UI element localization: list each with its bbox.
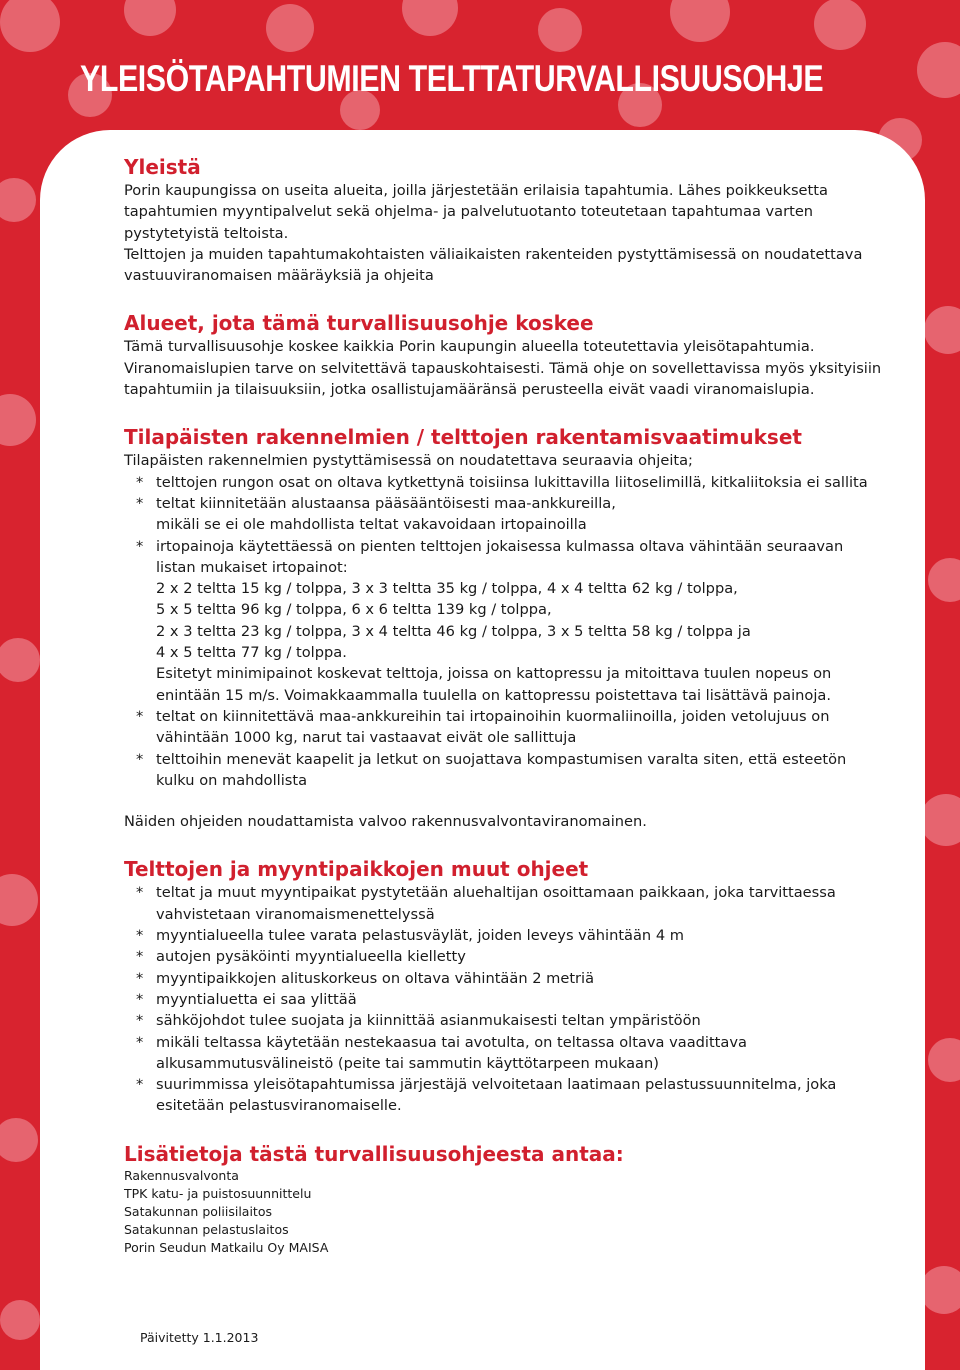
list-item (124, 882, 884, 925)
contact-item: TPK katu- ja puistosuunnittelu (124, 1185, 312, 1201)
list-item (124, 925, 884, 946)
paragraph: Tämä turvallisuusohje koskee kaikkia Porin kaupungin alueella toteutettavia yleisötapahtumia. (124, 338, 815, 356)
list-item (124, 968, 884, 989)
item-text: teltat kiinnitetään alustaansa pääsääntöisesti maa-ankkureilla, (156, 494, 616, 512)
closing-text: Näiden ohjeiden noudattamista valvoo rakennusvalvontaviranomainen. (124, 813, 647, 831)
bullet-star: * (136, 927, 144, 945)
list-item (124, 946, 884, 967)
bullet-star: * (136, 990, 144, 1008)
item-text: irtopainoja käytettäessä on pienten telttojen jokaisessa kulmassa oltava vähintään seuraavan listan mukaiset irtopainot: (156, 537, 844, 576)
section-heading: Yleistä (124, 155, 201, 179)
item-text: mikäli teltassa käytetään nestekaasua tai avotulta, on teltassa oltava vaadittava alkusammutusvälineistö (peite tai sammutin käyttötarpeen mukaan) (156, 1033, 747, 1072)
weight-line: 2 x 2 teltta 15 kg / tolppa, 3 x 3 teltta 35 kg / tolppa, 4 x 4 teltta 62 kg / tolppa, (156, 580, 738, 598)
bullet-star: * (136, 884, 144, 902)
item-text: myyntialueella tulee varata pelastusväylät, joiden leveys vähintään 4 m (156, 927, 684, 945)
list-item (124, 989, 884, 1010)
bullet-star: * (136, 1012, 144, 1030)
document-body (124, 154, 884, 1281)
contact-item: Satakunnan poliisilaitos (124, 1203, 272, 1219)
bullet-star: * (136, 1033, 144, 1051)
item-text: myyntialuetta ei saa ylittää (156, 990, 357, 1008)
paragraph: Porin kaupungissa on useita alueita, joilla järjestetään erilaisia tapahtumia. Lähes poikkeuksetta tapahtumien myyntipalvelut sekä ohjelma- ja palvelutuotanto toteutetaan tapahtumaa varten pystytetyistä teltoista. (124, 182, 828, 242)
weight-line: 5 x 5 teltta 96 kg / tolppa, 6 x 6 teltta 139 kg / tolppa, (156, 601, 552, 619)
item-text: telttojen rungon osat on oltava kytkettynä toisiinsa lukittavilla liitoselimillä, kitkaliitoksia ei sallita (156, 473, 868, 491)
bullet-star: * (136, 750, 144, 768)
paragraph: Viranomaislupien tarve on selvitettävä tapauskohtaisesti. Tämä ohje on sovellettavissa myös yksityisiin tapahtumiin ja tilaisuuksiin, jotka osallistujamääränsä perusteella eivät vaadi viranomaislupia. (124, 359, 882, 399)
bullet-star: * (136, 707, 144, 725)
section-vaatimukset (124, 424, 884, 832)
list-item (124, 1010, 884, 1031)
intro-text: Tilapäisten rakennelmien pystyttämisessä on noudatettava seuraavia ohjeita; (124, 452, 693, 470)
updated-date: Päivitetty 1.1.2013 (140, 1330, 259, 1345)
list-item (124, 472, 884, 493)
contact-item: Rakennusvalvonta (124, 1167, 239, 1183)
document-title: YLEISÖTAPAHTUMIEN TELTTATURVALLISUUSOHJE (80, 58, 824, 99)
list-item (124, 749, 884, 792)
other-rules-list (124, 882, 884, 1116)
section-heading: Alueet, jota tämä turvallisuusohje koskee (124, 311, 594, 336)
list-item (124, 536, 884, 706)
item-text: suurimmissa yleisötapahtumissa järjestäjä velvoitetaan laatimaan pelastussuunnitelma, joka esitetään pelastusviranomaiselle. (156, 1076, 837, 1115)
list-item (124, 1032, 884, 1075)
item-text: telttoihin menevät kaapelit ja letkut on suojattava kompastumisen varalta siten, että esteetön kulku on mahdollista (156, 750, 847, 789)
bullet-star: * (136, 473, 144, 491)
section-heading: Lisätietoja tästä turvallisuusohjeesta antaa: (124, 1141, 624, 1166)
bullet-star: * (136, 537, 144, 555)
bullet-star: * (136, 1076, 144, 1094)
bullet-star: * (136, 494, 144, 512)
item-text: teltat ja muut myyntipaikat pystytetään aluehaltijan osoittamaan paikkaan, joka tarvittaessa vahvistetaan viranomaismenettelyssä (156, 884, 836, 923)
bullet-star: * (136, 948, 144, 966)
requirements-list (124, 472, 884, 791)
section-muut (124, 856, 884, 1116)
item-text: teltat on kiinnitettävä maa-ankkureihin tai irtopainoihin kuormaliinoilla, joiden vetolujuus on vähintään 1000 kg, narut tai vastaavat eivät ole sallittuja (156, 707, 830, 747)
item-text: mikäli se ei ole mahdollista teltat vakavoidaan irtopainoilla (156, 516, 587, 534)
list-item (124, 493, 884, 536)
contact-item: Satakunnan pelastuslaitos (124, 1221, 289, 1237)
contact-item: Porin Seudun Matkailu Oy MAISA (124, 1239, 329, 1255)
contact-list (124, 1167, 884, 1257)
section-alueet (124, 310, 884, 400)
item-text: Esitetyt minimipainot koskevat telttoja, joissa on kattopressu ja mitoittava tuulen nopeus on enintään 15 m/s. Voimakkaammalla tuulella on kattopressu poistettava tai lisättävä painoja. (156, 665, 832, 704)
section-heading: Tilapäisten rakennelmien / telttojen rakentamisvaatimukset (124, 425, 802, 450)
list-item (124, 706, 884, 749)
section-yleista (124, 154, 884, 286)
weight-line: 2 x 3 teltta 23 kg / tolppa, 3 x 4 teltta 46 kg / tolppa, 3 x 5 teltta 58 kg / tolppa ja (156, 622, 751, 640)
bullet-star: * (136, 969, 144, 987)
section-heading: Telttojen ja myyntipaikkojen muut ohjeet (124, 857, 589, 882)
list-item (124, 1074, 884, 1117)
section-lisatietoja (124, 1141, 884, 1257)
item-text: sähköjohdot tulee suojata ja kiinnittää asianmukaisesti teltan ympäristöön (156, 1012, 701, 1030)
item-text: autojen pysäköinti myyntialueella kielletty (156, 948, 466, 966)
weight-line: 4 x 5 teltta 77 kg / tolppa. (156, 644, 347, 662)
paragraph: Telttojen ja muiden tapahtumakohtaisten väliaikaisten rakenteiden pystyttämisessä on noudatettava vastuuviranomaisen määräyksiä ja ohjeita (124, 245, 863, 285)
item-text: myyntipaikkojen alituskorkeus on oltava vähintään 2 metriä (156, 969, 595, 987)
